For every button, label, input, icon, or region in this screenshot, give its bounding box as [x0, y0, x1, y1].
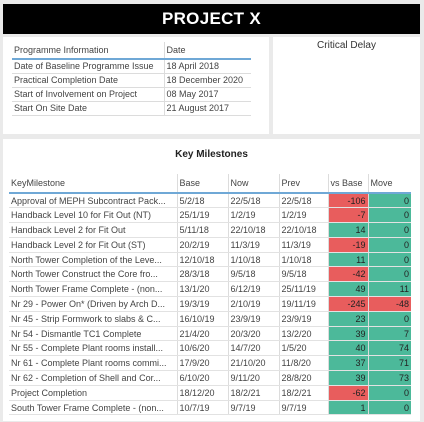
milestone-now-date: 9/5/18 — [228, 267, 279, 282]
milestone-name: Nr 29 - Power On* (Driven by Arch D... — [9, 297, 177, 312]
milestone-prev-date: 22/5/18 — [279, 193, 328, 208]
milestone-vs-base: 49 — [328, 282, 368, 297]
table-row[interactable] — [9, 208, 411, 223]
programme-label: Start On Site Date — [12, 101, 164, 115]
milestone-prev-date: 22/10/18 — [279, 223, 328, 238]
milestone-vs-base: 1 — [328, 400, 368, 415]
milestone-now-date: 9/7/19 — [228, 400, 279, 415]
milestone-name: North Tower Completion of the Leve... — [9, 252, 177, 267]
key-milestones-panel — [3, 139, 420, 421]
milestone-base-date: 25/1/19 — [177, 208, 228, 223]
milestone-vs-base: -245 — [328, 297, 368, 312]
programme-info-panel — [3, 37, 269, 134]
milestone-base-date: 13/1/20 — [177, 282, 228, 297]
milestone-vs-base: 14 — [328, 223, 368, 238]
programme-date: 18 December 2020 — [164, 73, 251, 87]
milestone-move: 71 — [368, 356, 411, 371]
critical-delay-panel — [273, 37, 420, 134]
milestone-prev-date: 9/5/18 — [279, 267, 328, 282]
column-header-keymilestone[interactable]: KeyMilestone — [9, 174, 177, 193]
milestone-name: Nr 62 - Completion of Shell and Cor... — [9, 371, 177, 386]
milestone-vs-base: 11 — [328, 252, 368, 267]
milestone-vs-base: -19 — [328, 237, 368, 252]
milestone-prev-date: 1/2/19 — [279, 208, 328, 223]
milestone-base-date: 5/2/18 — [177, 193, 228, 208]
milestone-now-date: 6/12/19 — [228, 282, 279, 297]
milestone-base-date: 17/9/20 — [177, 356, 228, 371]
milestone-base-date: 19/3/19 — [177, 297, 228, 312]
milestone-vs-base: -42 — [328, 267, 368, 282]
milestone-name: Handback Level 2 for Fit Out — [9, 223, 177, 238]
milestone-prev-date: 19/11/19 — [279, 297, 328, 312]
table-row[interactable] — [9, 223, 411, 238]
milestone-name: South Tower Frame Complete - (non... — [9, 400, 177, 415]
table-row[interactable] — [9, 311, 411, 326]
milestone-name: North Tower Construct the Core fro... — [9, 267, 177, 282]
milestone-name: Nr 55 - Complete Plant rooms install... — [9, 341, 177, 356]
milestone-name: North Tower Frame Complete - (non... — [9, 282, 177, 297]
milestone-now-date: 2/10/19 — [228, 297, 279, 312]
milestone-move: 11 — [368, 282, 411, 297]
milestone-now-date: 21/10/20 — [228, 356, 279, 371]
milestone-prev-date: 25/11/19 — [279, 282, 328, 297]
milestone-prev-date: 28/8/20 — [279, 371, 328, 386]
table-row[interactable] — [9, 341, 411, 356]
milestone-now-date: 11/3/19 — [228, 237, 279, 252]
milestone-prev-date: 11/8/20 — [279, 356, 328, 371]
milestone-move: 0 — [368, 252, 411, 267]
milestone-name: Approval of MEPH Subcontract Pack... — [9, 193, 177, 208]
column-header-now[interactable]: Now — [228, 174, 279, 193]
table-header-row — [12, 42, 251, 59]
table-row[interactable] — [9, 356, 411, 371]
milestone-vs-base: -106 — [328, 193, 368, 208]
column-header-date[interactable]: Date — [164, 42, 251, 59]
milestone-base-date: 21/4/20 — [177, 326, 228, 341]
programme-date: 18 April 2018 — [164, 59, 251, 73]
milestone-move: 0 — [368, 400, 411, 415]
milestone-base-date: 16/10/19 — [177, 311, 228, 326]
milestone-move: 0 — [368, 193, 411, 208]
milestone-name: Nr 45 - Strip Formwork to slabs & C... — [9, 311, 177, 326]
milestone-now-date: 18/2/21 — [228, 385, 279, 400]
milestone-base-date: 28/3/18 — [177, 267, 228, 282]
milestone-base-date: 5/11/18 — [177, 223, 228, 238]
milestone-vs-base: 40 — [328, 341, 368, 356]
key-milestones-title: Key Milestones — [175, 149, 248, 160]
milestone-name: Nr 61 - Complete Plant rooms commi... — [9, 356, 177, 371]
table-row[interactable] — [9, 252, 411, 267]
milestone-vs-base: 39 — [328, 326, 368, 341]
milestone-now-date: 14/7/20 — [228, 341, 279, 356]
milestone-move: 74 — [368, 341, 411, 356]
milestone-base-date: 6/10/20 — [177, 371, 228, 386]
table-row[interactable] — [9, 385, 411, 400]
table-row — [12, 59, 251, 73]
page-title: PROJECT X — [3, 4, 420, 34]
milestone-prev-date: 1/10/18 — [279, 252, 328, 267]
table-row — [12, 87, 251, 101]
programme-label: Start of Involvement on Project — [12, 87, 164, 101]
milestone-move: 73 — [368, 371, 411, 386]
milestone-move: 0 — [368, 208, 411, 223]
programme-label: Practical Completion Date — [12, 73, 164, 87]
column-header-vs-base[interactable]: vs Base — [328, 174, 368, 193]
milestone-move: 0 — [368, 385, 411, 400]
milestone-now-date: 1/10/18 — [228, 252, 279, 267]
milestone-prev-date: 18/2/21 — [279, 385, 328, 400]
milestone-name: Handback Level 2 for Fit Out (ST) — [9, 237, 177, 252]
table-row — [12, 73, 251, 87]
milestone-now-date: 9/11/20 — [228, 371, 279, 386]
milestone-base-date: 10/7/19 — [177, 400, 228, 415]
milestone-move: 0 — [368, 311, 411, 326]
milestone-prev-date: 23/9/19 — [279, 311, 328, 326]
milestone-move: 0 — [368, 267, 411, 282]
table-row[interactable] — [9, 326, 411, 341]
column-header-move[interactable]: Move — [368, 174, 411, 193]
table-row[interactable] — [9, 297, 411, 312]
milestone-vs-base: 39 — [328, 371, 368, 386]
milestone-name: Project Completion — [9, 385, 177, 400]
table-row[interactable] — [9, 371, 411, 386]
milestone-vs-base: 37 — [328, 356, 368, 371]
milestone-vs-base: -62 — [328, 385, 368, 400]
column-header-base[interactable]: Base — [177, 174, 228, 193]
key-milestones-table — [9, 174, 411, 415]
programme-info-table — [12, 42, 251, 116]
milestone-prev-date: 13/2/20 — [279, 326, 328, 341]
column-header-prev[interactable]: Prev — [279, 174, 328, 193]
milestone-base-date: 12/10/18 — [177, 252, 228, 267]
milestone-name: Handback Level 10 for Fit Out (NT) — [9, 208, 177, 223]
milestone-prev-date: 1/5/20 — [279, 341, 328, 356]
column-header-info[interactable]: Programme Information — [12, 42, 164, 59]
milestone-move: 7 — [368, 326, 411, 341]
table-row[interactable] — [9, 400, 411, 415]
table-header-row — [9, 174, 411, 193]
milestone-vs-base: -7 — [328, 208, 368, 223]
table-row — [12, 101, 251, 115]
table-row[interactable] — [9, 193, 411, 208]
milestone-prev-date: 11/3/19 — [279, 237, 328, 252]
milestone-base-date: 18/12/20 — [177, 385, 228, 400]
programme-label: Date of Baseline Programme Issue — [12, 59, 164, 73]
table-row[interactable] — [9, 267, 411, 282]
milestone-prev-date: 9/7/19 — [279, 400, 328, 415]
milestone-now-date: 1/2/19 — [228, 208, 279, 223]
milestone-now-date: 22/5/18 — [228, 193, 279, 208]
milestone-base-date: 20/2/19 — [177, 237, 228, 252]
critical-delay-title: Critical Delay — [317, 40, 376, 51]
milestone-vs-base: 23 — [328, 311, 368, 326]
programme-date: 08 May 2017 — [164, 87, 251, 101]
milestone-move: 0 — [368, 237, 411, 252]
milestone-base-date: 10/6/20 — [177, 341, 228, 356]
milestone-move: -48 — [368, 297, 411, 312]
milestone-name: Nr 54 - Dismantle TC1 Complete — [9, 326, 177, 341]
milestone-now-date: 23/9/19 — [228, 311, 279, 326]
table-row[interactable] — [9, 237, 411, 252]
milestone-now-date: 22/10/18 — [228, 223, 279, 238]
table-row[interactable] — [9, 282, 411, 297]
milestone-move: 0 — [368, 223, 411, 238]
milestone-now-date: 20/3/20 — [228, 326, 279, 341]
programme-date: 21 August 2017 — [164, 101, 251, 115]
